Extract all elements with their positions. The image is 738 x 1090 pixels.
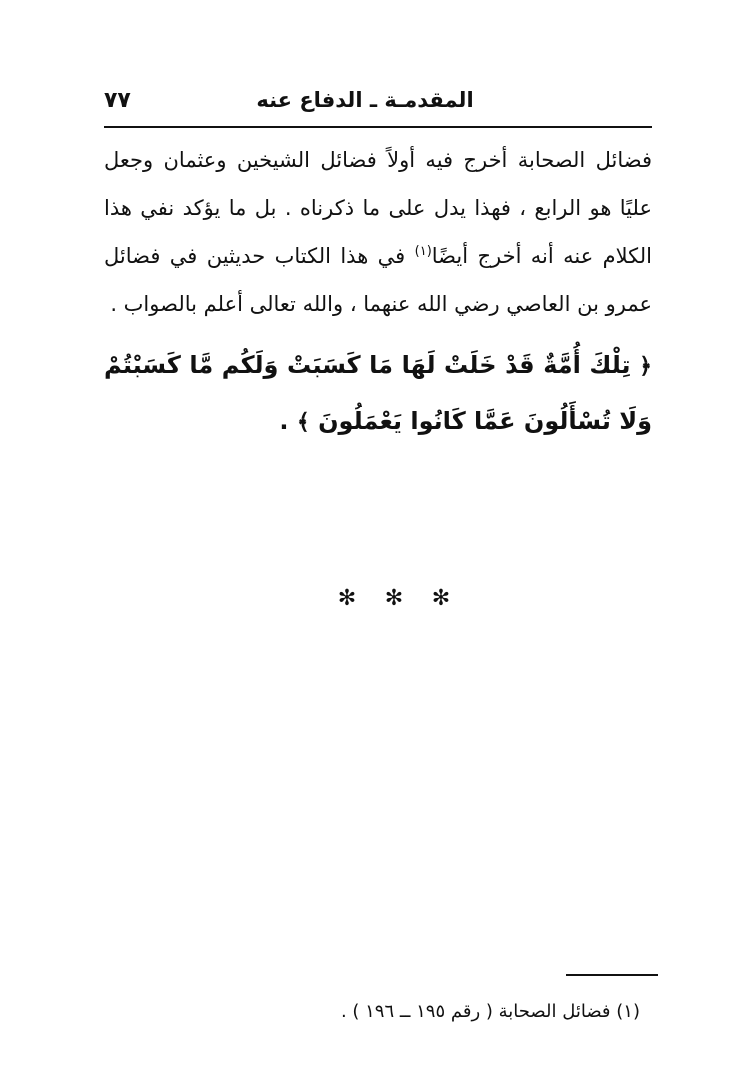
body-paragraph [104,136,652,328]
footnote: (١) فضائل الصحابة ( رقم ١٩٥ ــ ١٩٦ ) . [340,1001,640,1022]
page-number: ٧٧ [104,88,131,113]
footnote-rule [566,974,658,976]
verse-open-bracket: ﴿ [639,354,653,379]
footnote-reference: (١) [414,244,432,259]
separator-star-icon: ✻ [431,586,451,611]
verse-text: تِلْكَ أُمَّةٌ قَدْ خَلَتْ لَهَا مَا كَسَبَتْ وَلَكُم مَّا كَسَبْتُمْ وَلَا تُسْأَلُونَ عَمَّا كَانُوا يَعْمَلُونَ [104,351,652,435]
verse-close-bracket: ﴾ [296,410,310,435]
paragraph-text-part2: في هذا الكتاب حديثين في فضائل عمرو بن العاصي رضي الله عنهما ، والله تعالى أعلم بالصواب . [104,244,652,316]
section-separator [334,586,454,611]
paragraph-text-part1: فضائل الصحابة أخرج فيه أولاً فضائل الشيخين وعثمان وجعل عليًا هو الرابع ، فهذا يدل على ما ذكرناه . بل ما يؤكد نفي هذا الكلام عنه أنه أخرج أيضًا [104,148,653,268]
running-header-title: المقدمـة ـ الدفاع عنه [256,88,474,112]
verse-trailing-period: . [279,407,297,435]
quran-verse [104,338,652,450]
separator-star-icon: ✻ [384,586,404,611]
separator-star-icon: ✻ [337,586,357,611]
header-rule [104,126,652,128]
